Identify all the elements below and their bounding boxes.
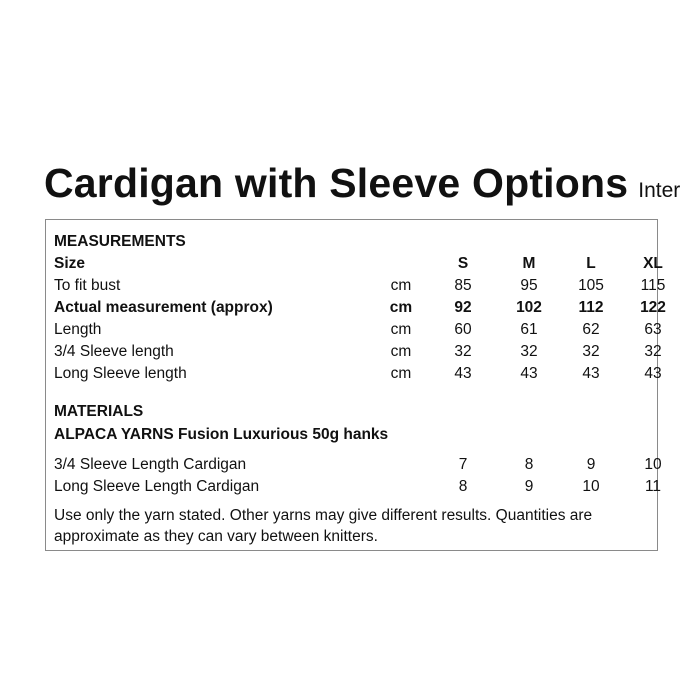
quantity-xl: 10 [644, 456, 662, 473]
pattern-title: Cardigan with Sleeve Options [44, 160, 629, 206]
value-s: 60 [454, 321, 472, 338]
value-m: 61 [520, 321, 538, 338]
value-l: 112 [578, 299, 604, 316]
row-label: Long Sleeve length [54, 365, 187, 382]
value-l: 32 [582, 343, 600, 360]
value-xl: 43 [644, 365, 662, 382]
yarn-row [46, 424, 657, 446]
quantity-l: 10 [582, 478, 600, 495]
quantity-m: 9 [524, 478, 534, 495]
size-m-header: M [522, 255, 536, 272]
quantity-xl: 11 [644, 478, 662, 495]
value-xl: 63 [644, 321, 662, 338]
value-m: 102 [516, 299, 542, 316]
materials-row-long [46, 476, 662, 498]
quantity-s: 7 [458, 456, 468, 473]
row-label: 3/4 Sleeve length [54, 343, 174, 360]
quantity-l: 9 [586, 456, 596, 473]
row-label: Length [54, 321, 102, 338]
row-unit: cm [390, 277, 412, 294]
value-l: 62 [582, 321, 600, 338]
size-s-header: S [457, 255, 469, 272]
measurement-row-three-quarter-sleeve [46, 341, 662, 363]
value-s: 32 [454, 343, 472, 360]
value-l: 43 [582, 365, 600, 382]
value-xl: 122 [640, 299, 666, 316]
value-m: 95 [520, 277, 538, 294]
row-unit: cm [390, 365, 412, 382]
yarn-description: ALPACA YARNS Fusion Luxurious 50g hanks [54, 426, 389, 443]
size-xl-header: XL [643, 255, 663, 272]
yarn-note: Use only the yarn stated. Other yarns may give different results. Quantities are approximate as they can vary between knitters. [54, 507, 593, 545]
measurement-row-length [46, 319, 662, 341]
value-xl: 115 [640, 277, 666, 294]
materials-heading: MATERIALS [54, 403, 144, 420]
measurement-row-bust [46, 275, 666, 297]
size-header-row [46, 253, 663, 275]
value-xl: 32 [644, 343, 662, 360]
materials-row-three-quarter [46, 454, 662, 476]
value-m: 43 [520, 365, 538, 382]
value-s: 43 [454, 365, 472, 382]
skill-level: Inter [638, 179, 681, 202]
measurement-row-long-sleeve [46, 363, 662, 385]
row-unit: cm [389, 299, 413, 316]
size-l-header: L [586, 255, 596, 272]
value-l: 105 [578, 277, 604, 294]
measurements-heading: MEASUREMENTS [54, 233, 186, 250]
row-label: Actual measurement (approx) [54, 299, 273, 316]
materials-heading-row [46, 401, 657, 423]
page-title [44, 160, 680, 207]
measurements-heading-row [46, 231, 657, 253]
quantity-s: 8 [458, 478, 468, 495]
row-unit: cm [390, 343, 412, 360]
pattern-info-box [45, 219, 666, 551]
value-s: 85 [454, 277, 472, 294]
row-unit: cm [390, 321, 412, 338]
row-label: 3/4 Sleeve Length Cardigan [54, 456, 247, 473]
size-label: Size [54, 255, 86, 272]
value-m: 32 [520, 343, 538, 360]
row-label: To fit bust [54, 277, 121, 294]
row-label: Long Sleeve Length Cardigan [54, 478, 260, 495]
measurement-row-actual [46, 297, 666, 319]
value-s: 92 [454, 299, 472, 316]
quantity-m: 8 [524, 456, 534, 473]
